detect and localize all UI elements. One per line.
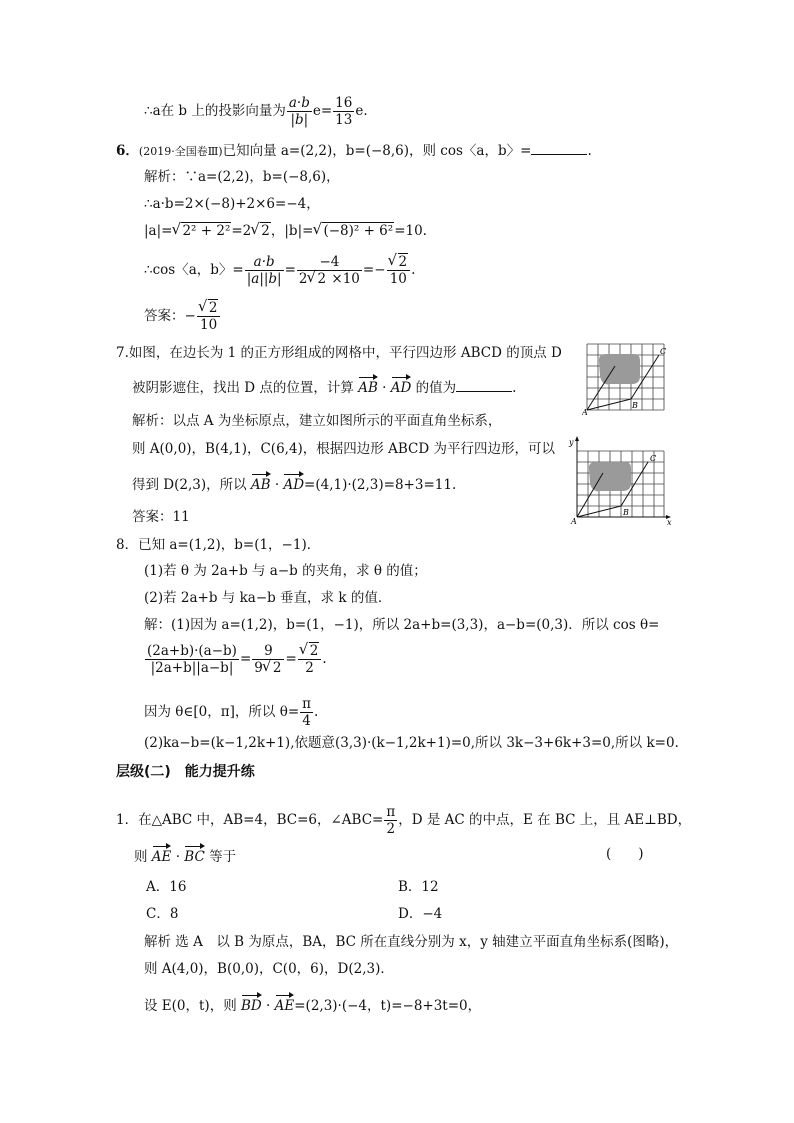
- axis-label-y: y: [569, 438, 574, 447]
- vector-ae: AE: [152, 845, 172, 866]
- radicand: 2: [261, 223, 270, 239]
- text: 等于: [209, 849, 237, 865]
- frac-num: √ 2: [387, 254, 411, 271]
- frac-den: 13: [335, 112, 353, 128]
- label-c: C: [660, 347, 667, 356]
- frac-num: √ 2: [298, 643, 322, 660]
- frac-den: 2: [305, 660, 314, 676]
- l2q1-stem-2: [134, 845, 236, 866]
- option-b: B．12: [398, 879, 439, 895]
- l2q1-solution-1: 解析 选 A 以 B 为原点，BA，BC 所在直线分别为 x，y 轴建立平面直角坐标系(图略)，: [144, 934, 679, 950]
- q8-solution-3: 因为 θ∈[0，π]，所以 θ= $\frac{\pi}{4}$ .: [144, 696, 319, 729]
- q8-part-1: (1)若 θ 为 2a+b 与 a−b 的夹角，求 θ 的值；: [144, 563, 427, 579]
- text: 因为 θ∈[0，π]，所以 θ=: [144, 704, 300, 720]
- q7-solution-1: 解析：以点 A 为坐标原点，建立如图所示的平面直角坐标系，: [132, 413, 502, 429]
- q6-solution-2: ∴a·b=2×(−8)+2×6=−4，: [144, 196, 320, 212]
- text: 被阴影遮住，找出 D 点的位置，计算: [132, 380, 354, 396]
- frac-den: |a||b|: [246, 271, 282, 287]
- text: ，D 是 AC 的中点，E 在 BC 上，且 AE⊥BD，: [398, 812, 692, 828]
- l2q1-solution-2: 则 A(4,0)，B(0,0)，C(0，6)，D(2,3)．: [144, 961, 394, 977]
- q7-stem-2: 被阴影遮住，找出 D 点的位置，计算 AB · AD 的值为 .: [132, 376, 516, 397]
- question-text: 已知向量 a=(2,2)，b=(−8,6)，则 cos〈a，b〉=: [222, 143, 532, 159]
- vector-ad: AD: [283, 473, 304, 494]
- result-fraction: [298, 643, 322, 676]
- q6-answer: [144, 300, 221, 333]
- answer-blank: [456, 379, 512, 392]
- frac-num: 9: [252, 643, 284, 660]
- value-fraction: [297, 254, 362, 287]
- vector-ab: AB: [251, 473, 271, 494]
- vector-ae: AE: [275, 994, 295, 1015]
- question-source: (2019·全国卷Ⅲ): [138, 145, 223, 158]
- frac-num: a·b: [245, 254, 284, 271]
- vector-ad: AD: [391, 376, 412, 397]
- dot-operator: ·: [171, 849, 185, 865]
- frac-den: 10: [200, 317, 218, 333]
- q6-solution-3: [144, 222, 427, 240]
- text: =2: [231, 223, 252, 239]
- text: =10.: [394, 223, 427, 239]
- text: |a|=: [144, 223, 173, 239]
- l2q1-stem-1: [116, 804, 691, 837]
- frac-num: 16: [335, 95, 353, 111]
- text: =(2,3)·(−4，t)=−8+3t=0，: [294, 998, 482, 1014]
- q6-stem: [116, 142, 592, 161]
- text: ∴cos〈a，b〉=: [144, 262, 244, 278]
- q7-stem-1: 7.如图，在边长为 1 的正方形组成的网格中，平行四边形 ABCD 的顶点 D: [116, 345, 562, 361]
- frac-num: a·b: [288, 95, 310, 111]
- q8-solution-2: $\frac{(2a+b)\cdot(a-b)}{|2a+b||a-b|}$ = $\frac{9}{9√ 2}$ = √ $\frac{2}{2}$ .: [144, 643, 327, 676]
- frac-num: √ 2: [197, 300, 221, 317]
- text: ∴a在 b 上的投影向量为: [144, 103, 286, 119]
- label-a: A: [582, 408, 588, 416]
- frac-den: |b|: [290, 112, 309, 128]
- frac-num: −4: [297, 254, 362, 271]
- frac-den: |2a+b||a−b|: [150, 660, 234, 676]
- frac-den: 9√ 2: [252, 660, 284, 676]
- shaded-region: [599, 354, 640, 384]
- cos-fraction: [145, 643, 239, 676]
- radicand: (−8)² + 6²: [323, 223, 394, 239]
- frac-num: (2a+b)·(a−b): [147, 643, 237, 659]
- prev-answer-line: [144, 95, 368, 128]
- text: 的值为: [415, 380, 457, 396]
- frac-num: π: [302, 696, 312, 712]
- angle-fraction: [384, 804, 397, 837]
- q8-solution-1: 解：(1)因为 a=(1,2)，b=(1，−1)，所以 2a+b=(3,3)，a−b=(0,3)．所以 cos θ=: [144, 617, 660, 633]
- sqrt: [172, 222, 231, 240]
- label-c: C: [650, 454, 657, 463]
- axis-label-x: x: [667, 518, 672, 526]
- frac-den: 2: [386, 821, 396, 837]
- q7-answer: 答案：11: [132, 509, 190, 525]
- q8-solution-4: (2)ka−b=(k−1,2k+1),依题意(3,3)·(k−1,2k+1)=0,所以 3k−3+6k+3=0,所以 k=0.: [144, 735, 679, 751]
- dot-operator: ·: [377, 380, 391, 396]
- cos-fraction: [245, 254, 284, 287]
- text: .: [587, 143, 592, 159]
- l2q1-solution-3: [144, 994, 481, 1015]
- text: 1．在△ABC 中，AB=4，BC=6，∠ABC=: [116, 812, 384, 828]
- q7-solution-3: [132, 473, 456, 494]
- vector-bd: BD: [241, 994, 262, 1015]
- q7-solution-2: 则 A(0,0)，B(4,1)，C(6,4)，根据四边形 ABCD 为平行四边形，可以: [132, 441, 555, 457]
- text: =(4,1)·(2,3)=8+3=11.: [304, 477, 457, 493]
- option-a: A．16: [146, 879, 187, 895]
- vector-ab: AB: [358, 376, 378, 397]
- option-c: C．8: [146, 906, 179, 922]
- question-number: 6．: [116, 143, 139, 159]
- answer-bracket: ( ): [606, 846, 644, 862]
- text: =−: [362, 262, 386, 278]
- section-heading: 层级(二) 能力提升练: [116, 764, 255, 780]
- vector-bc: BC: [184, 845, 205, 866]
- frac-den: 4: [302, 713, 311, 729]
- text: ，|b|=: [270, 223, 314, 239]
- frac-den: 10: [389, 271, 407, 287]
- frac-den: 2√ 2 ×10: [297, 271, 362, 287]
- option-d: D．−4: [398, 906, 443, 922]
- q8-stem: 8．已知 a=(1,2)，b=(1，−1)．: [116, 537, 321, 553]
- label-b: B: [623, 508, 629, 517]
- sqrt: [251, 222, 271, 240]
- theta-fraction: [300, 696, 313, 729]
- dot-operator: ·: [261, 998, 275, 1014]
- answer-blank: [531, 142, 587, 155]
- projection-fraction: [287, 95, 312, 128]
- grid-figure-1: [582, 340, 676, 416]
- label-a: A: [571, 517, 577, 526]
- dot-operator: ·: [270, 477, 284, 493]
- radicand: 2² + 2²: [182, 223, 231, 239]
- text: e=: [312, 103, 333, 119]
- q6-solution-1: 解析：∵a=(2,2)，b=(−8,6)，: [144, 169, 340, 185]
- sqrt: [313, 222, 394, 240]
- value-fraction: [333, 95, 354, 128]
- value-fraction: [252, 643, 284, 676]
- text: 则: [134, 849, 148, 865]
- text: 设 E(0，t)，则: [144, 998, 237, 1014]
- answer-fraction: [197, 300, 221, 333]
- text: e.: [355, 103, 368, 119]
- text: 答案：−: [144, 308, 196, 324]
- q8-part-2: (2)若 2a+b 与 ka−b 垂直，求 k 的值．: [144, 590, 392, 606]
- label-b: B: [632, 401, 638, 410]
- text: 得到 D(2,3)，所以: [132, 477, 247, 493]
- result-fraction: [387, 254, 411, 287]
- q6-solution-4: ∴cos〈a，b〉= $\frac{a\cdot b}{|a||b|}$ = $\frac{-4}{2√ 2 \times 10}$ =− √ $\frac{2}{10}$ .: [144, 254, 415, 287]
- grid-figure-2: [565, 432, 677, 526]
- frac-num: π: [386, 804, 396, 820]
